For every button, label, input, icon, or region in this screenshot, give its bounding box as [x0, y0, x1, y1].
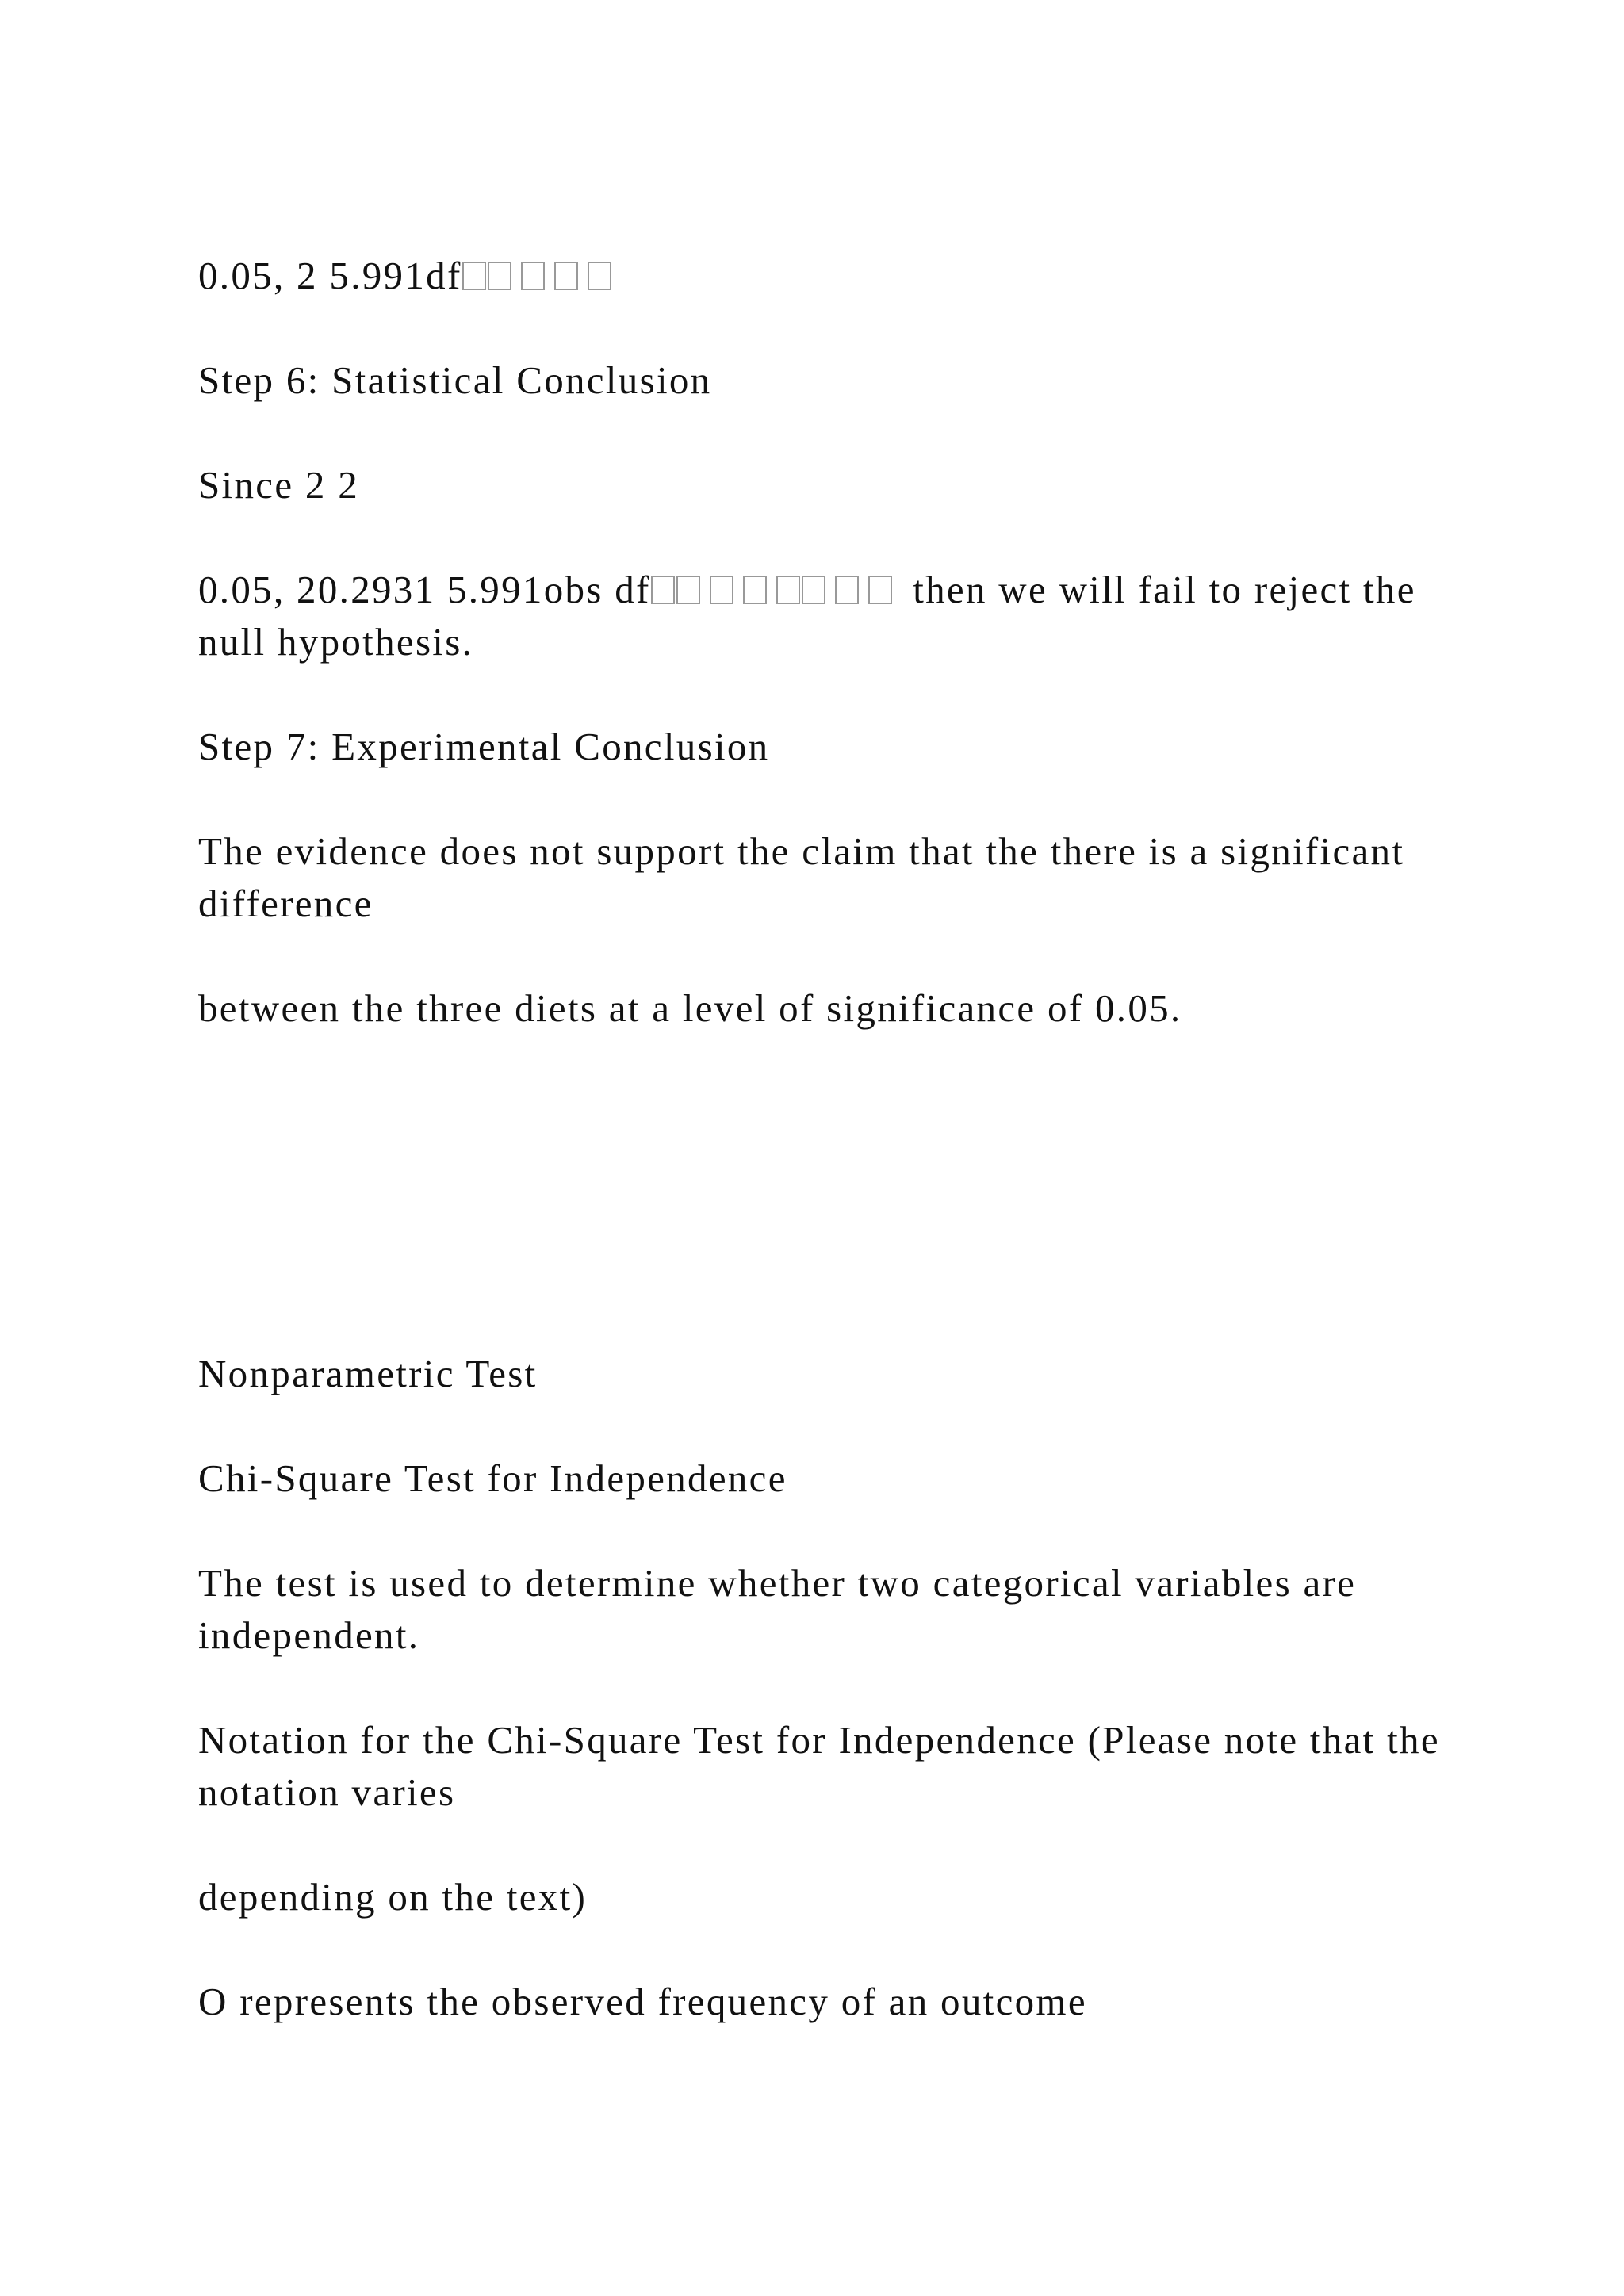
missing-glyph-icon [488, 262, 511, 290]
subheading-chi-square: Chi-Square Test for Independence [198, 1456, 787, 1500]
missing-glyph-icon [743, 576, 767, 604]
missing-glyph-icon [710, 576, 733, 604]
missing-glyph-icon [554, 262, 578, 290]
missing-glyph-icon [776, 576, 800, 604]
notation-continuation: depending on the text) [198, 1875, 588, 1919]
formula-text: 0.05, 2 5.991df [198, 254, 462, 297]
missing-glyph-icon [462, 262, 486, 290]
missing-glyph-icon [651, 576, 675, 604]
notation-paragraph: Notation for the Chi-Square Test for Independence (Please note that the notation varies [198, 1718, 1452, 1814]
missing-glyph-icon [521, 262, 545, 290]
formula-critical-value [198, 250, 1451, 302]
evidence-paragraph: The evidence does not support the claim that the there is a significant difference [198, 829, 1416, 925]
evidence-continuation: between the three diets at a level of significance of 0.05. [198, 986, 1182, 1030]
missing-glyph-icon [835, 576, 859, 604]
section-heading-nonparametric: Nonparametric Test [198, 1352, 538, 1395]
step-6-heading: Step 6: Statistical Conclusion [198, 358, 712, 402]
missing-glyph-icon [802, 576, 825, 604]
since-line: Since 2 2 [198, 463, 360, 507]
formula-text: 0.05, 20.2931 5.991obs df [198, 568, 651, 611]
test-description-paragraph: The test is used to determine whether two categorical variables are independent. [198, 1561, 1368, 1657]
observed-frequency-definition: O represents the observed frequency of an outcome [198, 1980, 1087, 2023]
missing-glyph-icon [676, 576, 700, 604]
step-7-heading: Step 7: Experimental Conclusion [198, 725, 770, 768]
missing-glyph-icon [588, 262, 611, 290]
conclusion-text: then we will fail to reject the null hypothesis. [198, 568, 1428, 664]
statistical-conclusion-paragraph [198, 564, 1451, 668]
missing-glyph-icon [868, 576, 892, 604]
